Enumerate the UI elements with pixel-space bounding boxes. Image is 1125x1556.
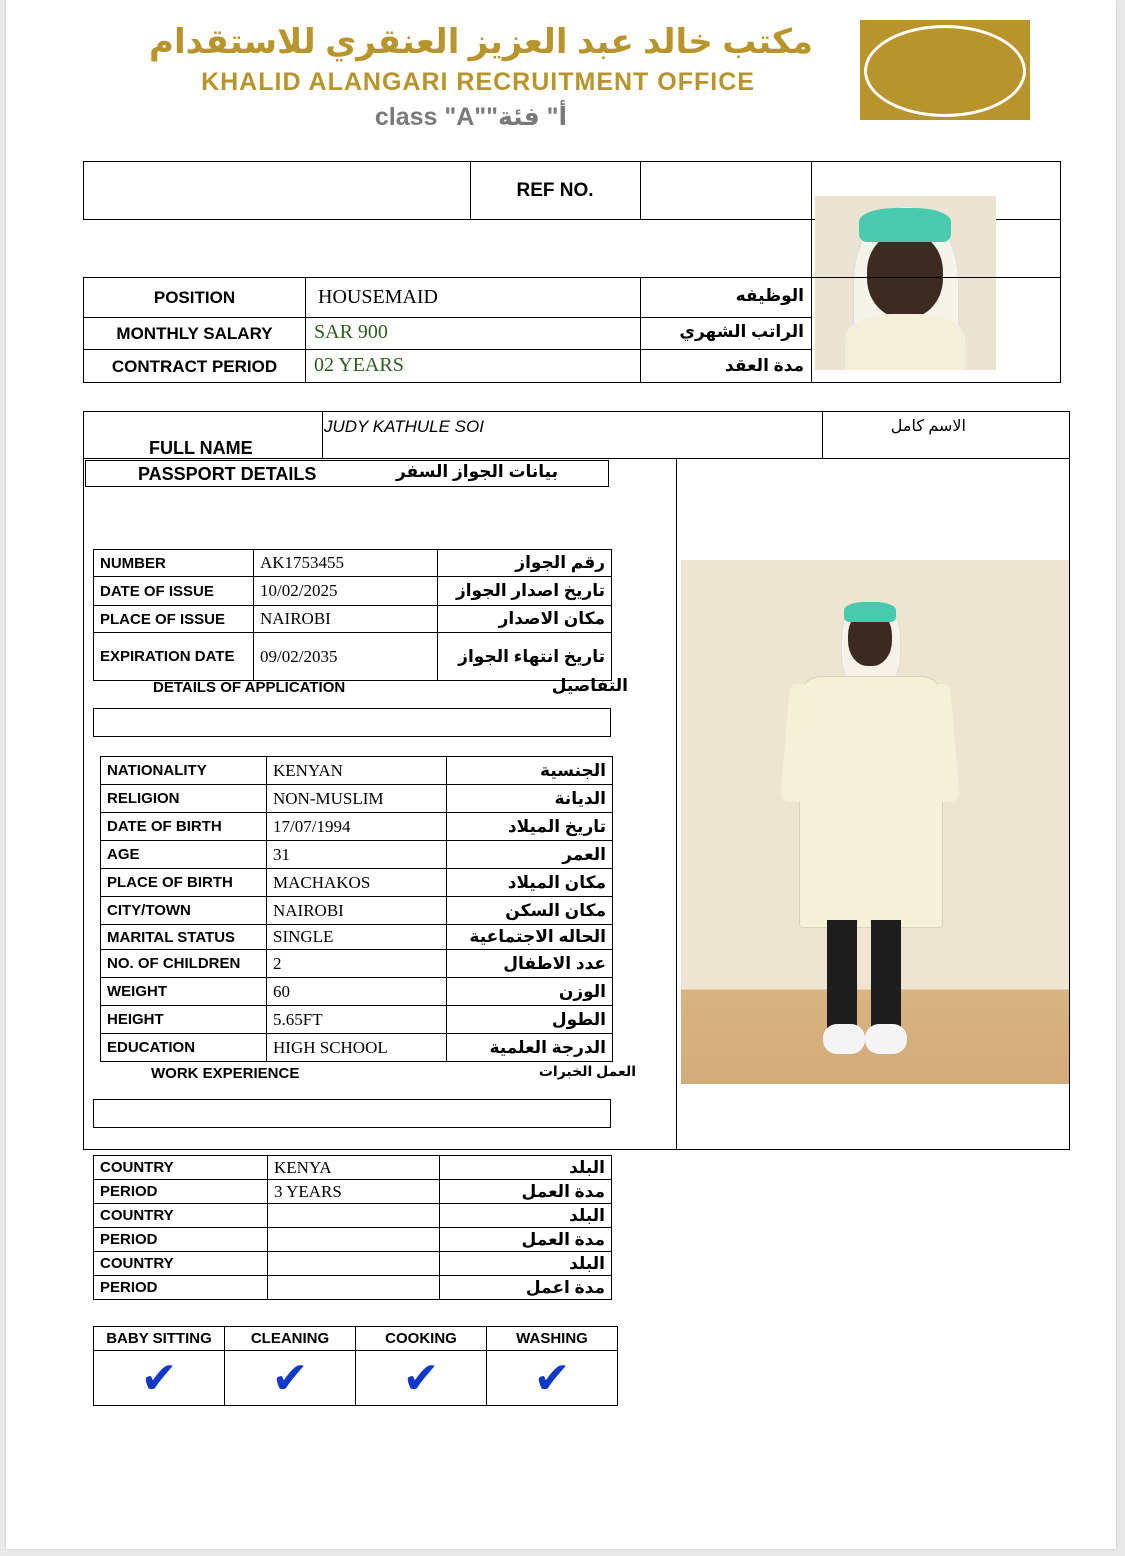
- application-label: MARITAL STATUS: [101, 925, 267, 950]
- application-label: RELIGION: [101, 785, 267, 813]
- skill-cooking-check-icon: ✔: [356, 1351, 487, 1406]
- application-label-ar: عدد الاطفال: [447, 950, 613, 978]
- application-label-ar: الديانة: [447, 785, 613, 813]
- skill-baby-sitting-label: BABY SITTING: [94, 1327, 225, 1351]
- passport-row: [94, 633, 612, 681]
- skill-cooking-label: COOKING: [356, 1327, 487, 1351]
- passport-label: PLACE OF ISSUE: [94, 606, 254, 633]
- work-row: [94, 1204, 612, 1228]
- application-row: [101, 813, 613, 841]
- passport-row: [94, 606, 612, 633]
- application-blank-field: [93, 708, 611, 737]
- application-label-ar: مكان السكن: [447, 897, 613, 925]
- work-value: 3 YEARS: [268, 1180, 440, 1204]
- passport-label: EXPIRATION DATE: [94, 633, 254, 681]
- full-name-label-ar: الاسم كامل: [890, 418, 966, 435]
- work-label: COUNTRY: [94, 1204, 268, 1228]
- application-label-ar: مكان الميلاد: [447, 869, 613, 897]
- application-value: 60: [267, 978, 447, 1006]
- work-label: PERIOD: [94, 1276, 268, 1300]
- passport-row: [94, 577, 612, 606]
- application-value: 31: [267, 841, 447, 869]
- passport-details-title: PASSPORT DETAILS: [138, 464, 317, 484]
- application-label-ar: العمر: [447, 841, 613, 869]
- application-label: NO. OF CHILDREN: [101, 950, 267, 978]
- work-row: [94, 1156, 612, 1180]
- work-experience-title-ar: العمل الخبرات: [538, 1063, 636, 1079]
- position-value: HOUSEMAID: [318, 286, 438, 308]
- skill-baby-sitting-check-icon: ✔: [94, 1351, 225, 1406]
- passport-details-title-ar: بيانات الجواز السفر: [395, 462, 558, 481]
- contract-period-value: 02 YEARS: [314, 354, 404, 376]
- application-value: SINGLE: [267, 925, 447, 950]
- application-label: PLACE OF BIRTH: [101, 869, 267, 897]
- work-label: PERIOD: [94, 1228, 268, 1252]
- position-label: POSITION: [153, 288, 236, 307]
- application-label-ar: الدرجة العلمية: [447, 1034, 613, 1062]
- work-value: [268, 1252, 440, 1276]
- application-label-ar: الحاله الاجتماعية: [447, 925, 613, 950]
- work-experience-title: WORK EXPERIENCE: [151, 1065, 300, 1082]
- position-label-ar: الوظيفه: [735, 286, 804, 305]
- work-value: [268, 1228, 440, 1252]
- application-label: AGE: [101, 841, 267, 869]
- logo-ring-icon: [864, 25, 1026, 117]
- application-row: [101, 978, 613, 1006]
- office-name-english: KHALID ALANGARI RECRUITMENT OFFICE: [201, 68, 755, 96]
- work-experience-table: [93, 1155, 612, 1300]
- applicant-full-body-photo: [681, 560, 1069, 1084]
- passport-value: 10/02/2025: [254, 577, 438, 606]
- application-title-ar: التفاصيل: [551, 676, 628, 695]
- work-row: [94, 1180, 612, 1204]
- work-value: [268, 1204, 440, 1228]
- application-label-ar: تاريخ الميلاد: [447, 813, 613, 841]
- skill-washing-check-icon: ✔: [487, 1351, 618, 1406]
- passport-value: NAIROBI: [254, 606, 438, 633]
- application-label-ar: الوزن: [447, 978, 613, 1006]
- work-label-ar: مدة العمل: [440, 1180, 612, 1204]
- work-row: [94, 1252, 612, 1276]
- application-row: [101, 841, 613, 869]
- application-label: NATIONALITY: [101, 757, 267, 785]
- application-value: NAIROBI: [267, 897, 447, 925]
- passport-label: NUMBER: [94, 550, 254, 577]
- skill-washing-label: WASHING: [487, 1327, 618, 1351]
- work-label-ar: البلد: [440, 1252, 612, 1276]
- application-label-ar: الطول: [447, 1006, 613, 1034]
- ref-no-label: REF NO.: [516, 180, 594, 201]
- skill-cleaning-check-icon: ✔: [225, 1351, 356, 1406]
- office-class: class "A""أ" فئة: [374, 103, 568, 131]
- work-label-ar: مدة العمل: [440, 1228, 612, 1252]
- work-label-ar: البلد: [440, 1204, 612, 1228]
- application-label: DATE OF BIRTH: [101, 813, 267, 841]
- work-blank-field: [93, 1099, 611, 1128]
- passport-label-ar: تاريخ انتهاء الجواز: [438, 633, 612, 681]
- monthly-salary-value: SAR 900: [314, 321, 388, 343]
- work-label: COUNTRY: [94, 1156, 268, 1180]
- contract-period-label: CONTRACT PERIOD: [111, 357, 278, 376]
- contract-period-label-ar: مدة العقد: [725, 356, 804, 375]
- application-label: EDUCATION: [101, 1034, 267, 1062]
- passport-label: DATE OF ISSUE: [94, 577, 254, 606]
- full-name-value: JUDY KATHULE SOI: [324, 417, 484, 436]
- application-label: HEIGHT: [101, 1006, 267, 1034]
- application-value: 5.65FT: [267, 1006, 447, 1034]
- monthly-salary-label: MONTHLY SALARY: [116, 324, 273, 343]
- work-label-ar: البلد: [440, 1156, 612, 1180]
- application-row: [101, 785, 613, 813]
- application-title: DETAILS OF APPLICATION: [153, 679, 346, 696]
- application-label: WEIGHT: [101, 978, 267, 1006]
- office-logo: [860, 20, 1030, 120]
- application-row: [101, 950, 613, 978]
- application-row: [101, 869, 613, 897]
- passport-value: AK1753455: [254, 550, 438, 577]
- passport-table: [93, 549, 612, 681]
- work-value: [268, 1276, 440, 1300]
- work-value: KENYA: [268, 1156, 440, 1180]
- application-row: [101, 1034, 613, 1062]
- application-value: 2: [267, 950, 447, 978]
- application-row: [101, 1006, 613, 1034]
- application-value: 17/07/1994: [267, 813, 447, 841]
- office-name-arabic: مكتب خالد عبد العزيز العنقري للاستقدام: [149, 23, 813, 61]
- application-row: [101, 897, 613, 925]
- application-row: [101, 925, 613, 950]
- work-label: COUNTRY: [94, 1252, 268, 1276]
- passport-label-ar: تاريخ اصدار الجواز: [438, 577, 612, 606]
- application-label-ar: الجنسية: [447, 757, 613, 785]
- application-row: [101, 757, 613, 785]
- skills-table: [93, 1326, 618, 1406]
- application-value: MACHAKOS: [267, 869, 447, 897]
- application-value: HIGH SCHOOL: [267, 1034, 447, 1062]
- document-page: [6, 0, 1116, 1549]
- application-value: NON-MUSLIM: [267, 785, 447, 813]
- skill-cleaning-label: CLEANING: [225, 1327, 356, 1351]
- passport-row: [94, 550, 612, 577]
- full-name-label: FULL NAME: [149, 438, 253, 458]
- work-row: [94, 1276, 612, 1300]
- work-row: [94, 1228, 612, 1252]
- application-value: KENYAN: [267, 757, 447, 785]
- work-label-ar: مدة اعمل: [440, 1276, 612, 1300]
- application-label: CITY/TOWN: [101, 897, 267, 925]
- passport-value: 09/02/2035: [254, 633, 438, 681]
- work-label: PERIOD: [94, 1180, 268, 1204]
- monthly-salary-label-ar: الراتب الشهري: [679, 322, 804, 341]
- passport-label-ar: رقم الجواز: [438, 550, 612, 577]
- application-table: [100, 756, 613, 1062]
- passport-label-ar: مكان الاصدار: [438, 606, 612, 633]
